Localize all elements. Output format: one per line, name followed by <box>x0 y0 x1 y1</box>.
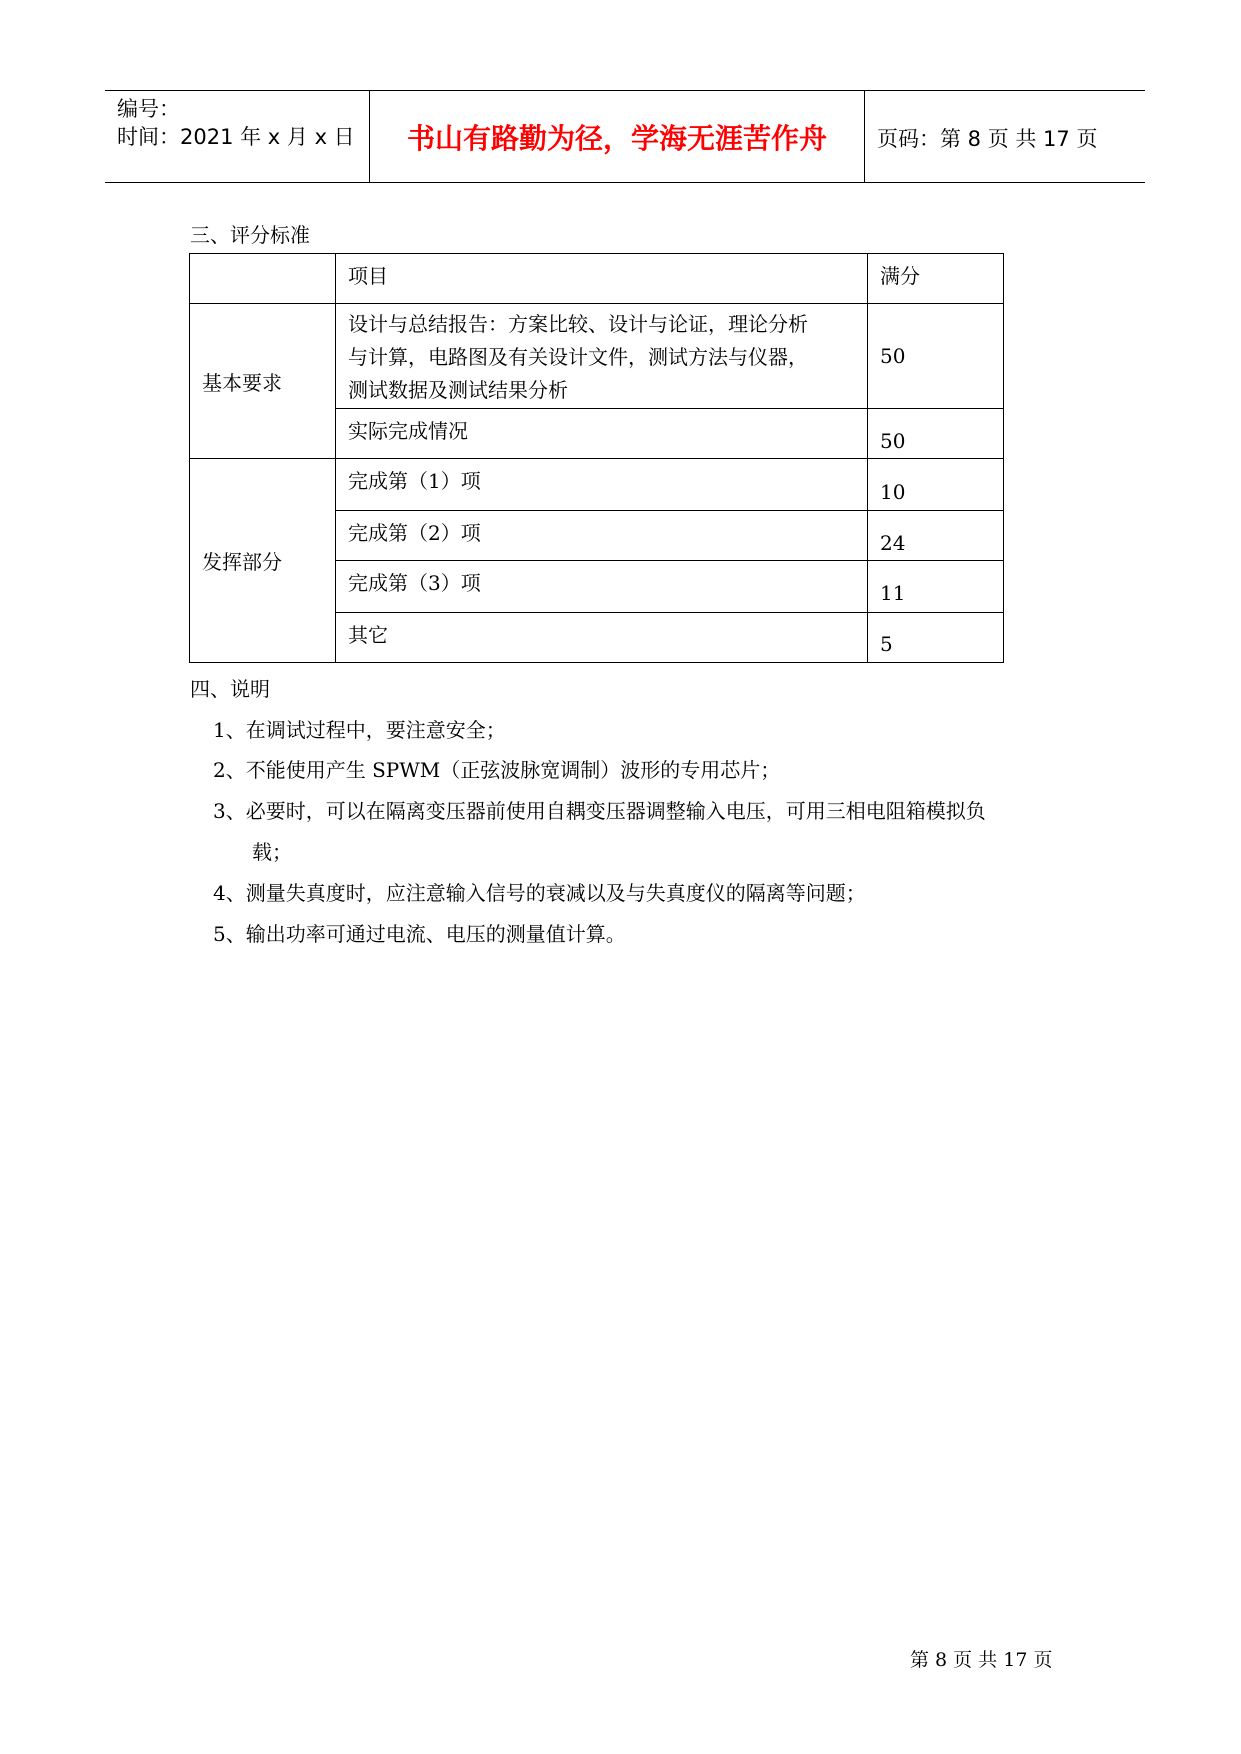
header-page-info: 页码：第 8 页 共 17 页 <box>877 127 1098 151</box>
note-item: 5、输出功率可通过电流、电压的测量值计算。 <box>213 922 626 946</box>
score-cell: 24 <box>868 510 1004 560</box>
serial-number-label: 编号： <box>117 97 180 121</box>
header-cell-category <box>190 254 336 304</box>
item-cell: 实际完成情况 <box>336 409 868 459</box>
table-header-row <box>190 254 1004 304</box>
header-meta-cell <box>105 91 370 182</box>
footer-page-number: 第 8 页 共 17 页 <box>910 1649 1053 1671</box>
item-cell <box>336 304 868 409</box>
table-row <box>190 459 1004 510</box>
item-line: 设计与总结报告：方案比较、设计与论证，理论分析 <box>348 312 808 337</box>
item-cell: 完成第（1）项 <box>336 459 868 510</box>
score-cell: 10 <box>868 459 1004 510</box>
header-cell-score: 满分 <box>868 254 1004 304</box>
score-cell: 50 <box>868 409 1004 459</box>
date-label: 时间：2021 年 x 月 x 日 <box>117 125 355 149</box>
motto-text: 书山有路勤为径，学海无涯苦作舟 <box>406 122 827 155</box>
table-row <box>190 304 1004 409</box>
note-item: 3、必要时，可以在隔离变压器前使用自耦变压器调整输入电压，可用三相电阻箱模拟负 <box>213 799 986 823</box>
item-cell: 完成第（2）项 <box>336 510 868 560</box>
header-page-cell <box>865 91 1145 182</box>
page-header <box>105 90 1145 183</box>
scoring-table <box>189 253 1004 663</box>
header-motto-cell <box>370 91 865 182</box>
score-cell: 5 <box>868 612 1004 662</box>
header-cell-item: 项目 <box>336 254 868 304</box>
category-basic: 基本要求 <box>190 304 336 459</box>
note-item: 4、测量失真度时，应注意输入信号的衰减以及与失真度仪的隔离等问题； <box>213 881 866 905</box>
section-title-notes: 四、说明 <box>190 677 270 701</box>
item-line: 与计算，电路图及有关设计文件，测试方法与仪器， <box>348 345 808 370</box>
item-cell: 完成第（3）项 <box>336 561 868 612</box>
note-item: 2、不能使用产生 SPWM（正弦波脉宽调制）波形的专用芯片； <box>213 758 781 782</box>
score-cell: 50 <box>868 304 1004 409</box>
note-item-continuation: 载； <box>252 840 292 864</box>
item-cell: 其它 <box>336 612 868 662</box>
note-item: 1、在调试过程中，要注意安全； <box>213 718 506 742</box>
category-extended: 发挥部分 <box>190 459 336 663</box>
score-cell: 11 <box>868 561 1004 612</box>
item-line: 测试数据及测试结果分析 <box>348 378 568 403</box>
section-title-scoring: 三、评分标准 <box>190 223 310 247</box>
